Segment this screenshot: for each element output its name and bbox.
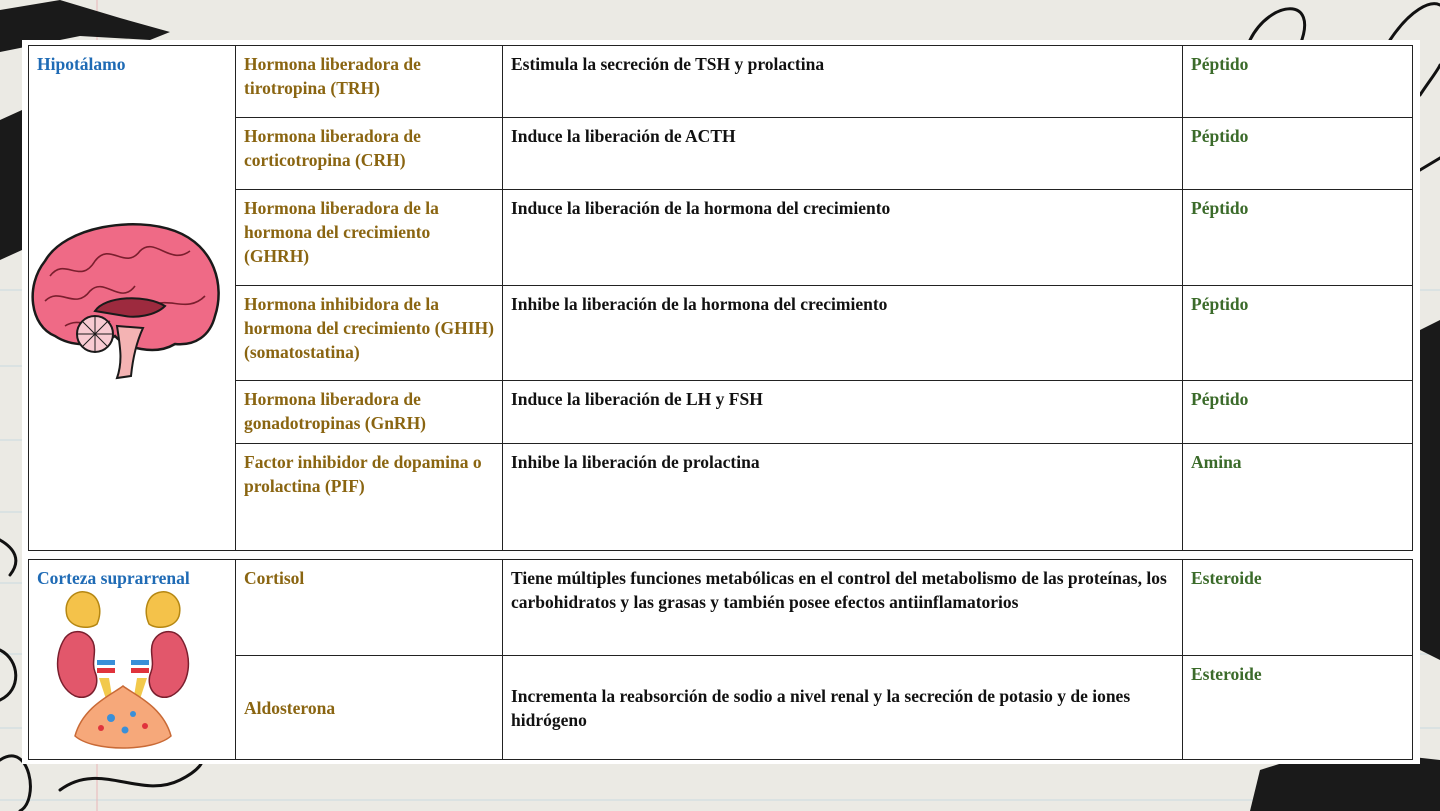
hormone-function: Induce la liberación de ACTH <box>503 118 1183 190</box>
hypothalamus-table <box>28 45 1413 551</box>
hormone-type: Esteroide <box>1183 656 1413 760</box>
table-row <box>29 286 1413 381</box>
hormone-name: Cortisol <box>236 560 503 656</box>
table-row <box>29 46 1413 118</box>
hormone-name: Hormona liberadora de corticotropina (CRH) <box>236 118 503 190</box>
hormone-function: Inhibe la liberación de prolactina <box>503 444 1183 551</box>
hormone-type: Péptido <box>1183 190 1413 286</box>
hormone-function: Induce la liberación de LH y FSH <box>503 381 1183 444</box>
table-row <box>29 444 1413 551</box>
table-row <box>29 560 1413 656</box>
adrenal-cortex-table <box>28 559 1413 760</box>
hormone-type: Péptido <box>1183 381 1413 444</box>
hormone-function: Inhibe la liberación de la hormona del crecimiento <box>503 286 1183 381</box>
hormone-function: Incrementa la reabsorción de sodio a nivel renal y la secreción de potasio y de iones hidrógeno <box>503 656 1183 760</box>
table-row <box>29 656 1413 760</box>
table-row <box>29 381 1413 444</box>
hormone-function: Estimula la secreción de TSH y prolactina <box>503 46 1183 118</box>
gland-cell <box>29 46 236 551</box>
hormone-type: Amina <box>1183 444 1413 551</box>
gland-cell <box>29 560 236 760</box>
hormone-name: Factor inhibidor de dopamina o prolactina (PIF) <box>236 444 503 551</box>
gland-name: Hipotálamo <box>37 54 126 74</box>
brain-icon <box>25 216 225 381</box>
hormone-function: Tiene múltiples funciones metabólicas en el control del metabolismo de las proteínas, los carbohidratos y las grasas y también posee efectos antiinflamatorios <box>503 560 1183 656</box>
hormone-function: Induce la liberación de la hormona del crecimiento <box>503 190 1183 286</box>
hormone-name: Hormona liberadora de tirotropina (TRH) <box>236 46 503 118</box>
hormone-name: Aldosterona <box>236 656 503 760</box>
hormone-type: Péptido <box>1183 286 1413 381</box>
hormone-name: Hormona liberadora de la hormona del crecimiento (GHRH) <box>236 190 503 286</box>
hormone-type: Péptido <box>1183 46 1413 118</box>
gland-name: Corteza suprarrenal <box>37 568 190 588</box>
table-row <box>29 118 1413 190</box>
adrenal-kidneys-icon <box>53 586 193 752</box>
table-row <box>29 190 1413 286</box>
hormone-name: Hormona liberadora de gonadotropinas (GnRH) <box>236 381 503 444</box>
hormone-name: Hormona inhibidora de la hormona del crecimiento (GHIH) (somatostatina) <box>236 286 503 381</box>
hormone-type: Esteroide <box>1183 560 1413 656</box>
hormone-type: Péptido <box>1183 118 1413 190</box>
